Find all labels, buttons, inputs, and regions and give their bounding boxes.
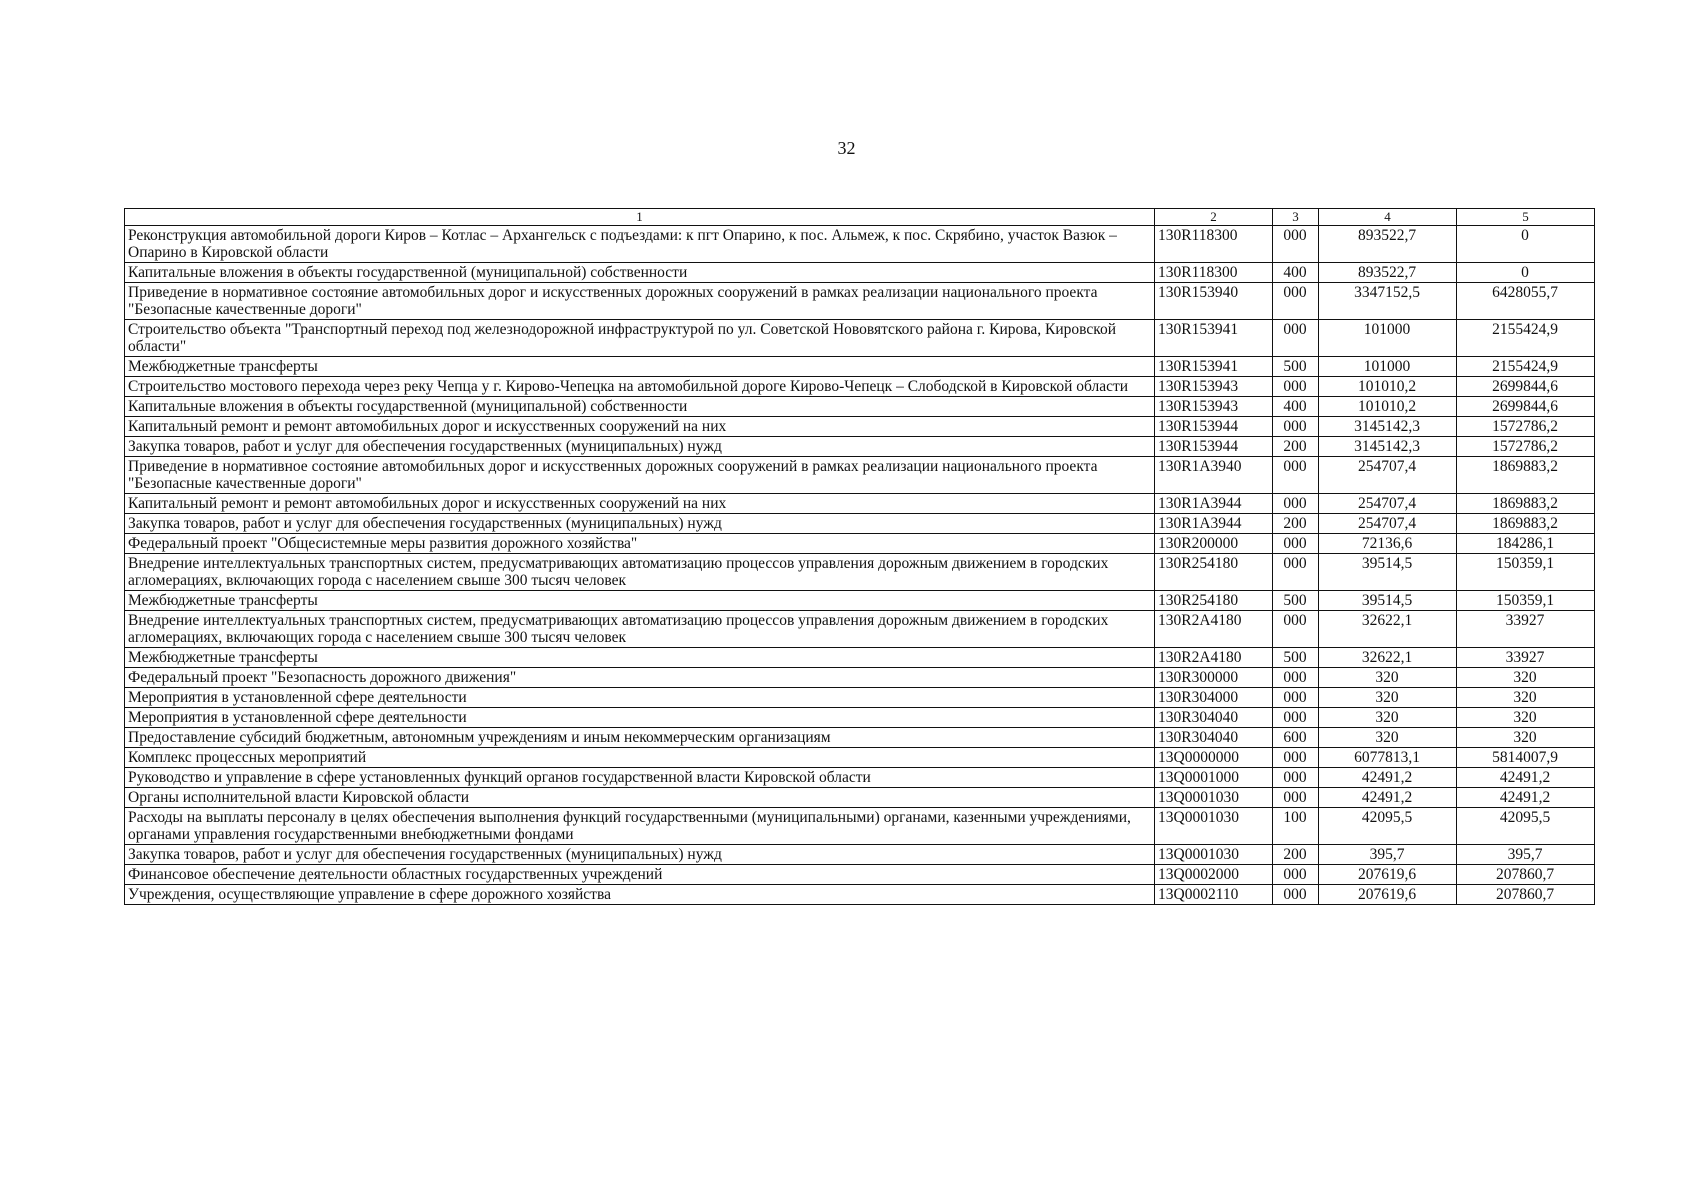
column-header-3: 3 [1273, 209, 1319, 226]
row-value-col4-cell: 101010,2 [1319, 377, 1457, 397]
column-header-4: 4 [1319, 209, 1457, 226]
row-value-col5-cell: 320 [1457, 668, 1595, 688]
table-row [125, 417, 1595, 437]
table-row [125, 788, 1595, 808]
row-value-col5-cell: 42491,2 [1457, 768, 1595, 788]
row-name-cell: Межбюджетные трансферты [125, 357, 1155, 377]
table-row [125, 768, 1595, 788]
row-code-cell: 13Q0001000 [1155, 768, 1273, 788]
row-value-col5-cell: 33927 [1457, 611, 1595, 648]
row-code-cell: 13Q0002110 [1155, 885, 1273, 905]
column-header-1: 1 [125, 209, 1155, 226]
row-value-col4-cell: 3145142,3 [1319, 417, 1457, 437]
row-name-cell: Мероприятия в установленной сфере деятельности [125, 708, 1155, 728]
row-type-cell: 500 [1273, 357, 1319, 377]
row-code-cell: 13Q0001030 [1155, 808, 1273, 845]
row-value-col4-cell: 207619,6 [1319, 865, 1457, 885]
table-row [125, 226, 1595, 263]
row-value-col5-cell: 320 [1457, 728, 1595, 748]
row-name-cell: Комплекс процессных мероприятий [125, 748, 1155, 768]
row-name-cell: Расходы на выплаты персоналу в целях обеспечения выполнения функций государственными (муниципальными) органами, казенными учреждениями, органами управления государственными внебюджетными фондами [125, 808, 1155, 845]
row-value-col5-cell: 0 [1457, 226, 1595, 263]
row-value-col5-cell: 2699844,6 [1457, 397, 1595, 417]
row-value-col4-cell: 101000 [1319, 320, 1457, 357]
row-value-col4-cell: 42095,5 [1319, 808, 1457, 845]
row-value-col4-cell: 254707,4 [1319, 514, 1457, 534]
row-type-cell: 000 [1273, 708, 1319, 728]
row-code-cell: 13Q0000000 [1155, 748, 1273, 768]
row-type-cell: 400 [1273, 263, 1319, 283]
row-value-col4-cell: 320 [1319, 728, 1457, 748]
row-type-cell: 000 [1273, 417, 1319, 437]
row-name-cell: Федеральный проект "Безопасность дорожного движения" [125, 668, 1155, 688]
table-row [125, 688, 1595, 708]
row-type-cell: 000 [1273, 668, 1319, 688]
row-value-col4-cell: 893522,7 [1319, 226, 1457, 263]
table-row [125, 845, 1595, 865]
row-code-cell: 130R153944 [1155, 437, 1273, 457]
table-row [125, 357, 1595, 377]
table-row [125, 534, 1595, 554]
table-row [125, 437, 1595, 457]
row-code-cell: 130R1A3944 [1155, 494, 1273, 514]
table-row [125, 808, 1595, 845]
row-code-cell: 130R153943 [1155, 377, 1273, 397]
row-name-cell: Органы исполнительной власти Кировской области [125, 788, 1155, 808]
row-value-col5-cell: 150359,1 [1457, 591, 1595, 611]
row-code-cell: 130R304040 [1155, 708, 1273, 728]
row-value-col4-cell: 320 [1319, 708, 1457, 728]
table-header-row [125, 209, 1595, 226]
row-value-col5-cell: 1869883,2 [1457, 514, 1595, 534]
row-name-cell: Капитальные вложения в объекты государственной (муниципальной) собственности [125, 397, 1155, 417]
row-name-cell: Внедрение интеллектуальных транспортных систем, предусматривающих автоматизацию процессов управления дорожным движением в городских агломерациях, включающих города с населением свыше 300 тысяч человек [125, 611, 1155, 648]
row-name-cell: Строительство объекта "Транспортный переход под железнодорожной инфраструктурой по ул. Советской Нововятского района г. Кирова, Кировской области" [125, 320, 1155, 357]
table-row [125, 514, 1595, 534]
row-name-cell: Закупка товаров, работ и услуг для обеспечения государственных (муниципальных) нужд [125, 437, 1155, 457]
row-value-col5-cell: 2699844,6 [1457, 377, 1595, 397]
row-value-col4-cell: 893522,7 [1319, 263, 1457, 283]
row-name-cell: Капитальные вложения в объекты государственной (муниципальной) собственности [125, 263, 1155, 283]
row-type-cell: 000 [1273, 788, 1319, 808]
row-code-cell: 130R2A4180 [1155, 648, 1273, 668]
row-value-col5-cell: 42491,2 [1457, 788, 1595, 808]
row-value-col4-cell: 101000 [1319, 357, 1457, 377]
row-type-cell: 000 [1273, 320, 1319, 357]
row-type-cell: 000 [1273, 377, 1319, 397]
row-name-cell: Реконструкция автомобильной дороги Киров – Котлас – Архангельск с подъездами: к пгт Опарино, к пос. Альмеж, к пос. Скрябино, участок Вазюк – Опарино в Кировской области [125, 226, 1155, 263]
table-body [125, 226, 1595, 905]
row-value-col4-cell: 72136,6 [1319, 534, 1457, 554]
row-name-cell: Капитальный ремонт и ремонт автомобильных дорог и искусственных сооружений на них [125, 494, 1155, 514]
row-name-cell: Строительство мостового перехода через реку Чепца у г. Кирово-Чепецка на автомобильной дороге Кирово-Чепецк – Слободской в Кировской области [125, 377, 1155, 397]
row-type-cell: 200 [1273, 437, 1319, 457]
row-value-col5-cell: 320 [1457, 688, 1595, 708]
table-row [125, 708, 1595, 728]
table-row [125, 457, 1595, 494]
row-type-cell: 000 [1273, 283, 1319, 320]
row-value-col4-cell: 101010,2 [1319, 397, 1457, 417]
row-code-cell: 130R153941 [1155, 320, 1273, 357]
row-value-col5-cell: 6428055,7 [1457, 283, 1595, 320]
table-row [125, 283, 1595, 320]
table-row [125, 320, 1595, 357]
row-name-cell: Федеральный проект "Общесистемные меры развития дорожного хозяйства" [125, 534, 1155, 554]
row-name-cell: Приведение в нормативное состояние автомобильных дорог и искусственных дорожных сооружений в рамках реализации национального проекта "Безопасные качественные дороги" [125, 457, 1155, 494]
row-type-cell: 600 [1273, 728, 1319, 748]
row-code-cell: 13Q0001030 [1155, 788, 1273, 808]
row-type-cell: 500 [1273, 648, 1319, 668]
row-name-cell: Межбюджетные трансферты [125, 591, 1155, 611]
row-value-col4-cell: 42491,2 [1319, 768, 1457, 788]
row-value-col5-cell: 1869883,2 [1457, 457, 1595, 494]
row-code-cell: 130R153940 [1155, 283, 1273, 320]
row-type-cell: 000 [1273, 494, 1319, 514]
table-row [125, 865, 1595, 885]
budget-table [124, 208, 1595, 905]
row-name-cell: Закупка товаров, работ и услуг для обеспечения государственных (муниципальных) нужд [125, 845, 1155, 865]
row-value-col5-cell: 207860,7 [1457, 865, 1595, 885]
row-value-col4-cell: 32622,1 [1319, 648, 1457, 668]
table-row [125, 494, 1595, 514]
row-value-col5-cell: 0 [1457, 263, 1595, 283]
row-value-col4-cell: 39514,5 [1319, 554, 1457, 591]
row-name-cell: Учреждения, осуществляющие управление в сфере дорожного хозяйства [125, 885, 1155, 905]
row-value-col4-cell: 395,7 [1319, 845, 1457, 865]
row-code-cell: 130R1A3944 [1155, 514, 1273, 534]
row-value-col5-cell: 1572786,2 [1457, 417, 1595, 437]
table-row [125, 668, 1595, 688]
row-value-col4-cell: 3347152,5 [1319, 283, 1457, 320]
row-value-col5-cell: 184286,1 [1457, 534, 1595, 554]
row-type-cell: 000 [1273, 865, 1319, 885]
row-code-cell: 130R1A3940 [1155, 457, 1273, 494]
row-code-cell: 130R304040 [1155, 728, 1273, 748]
row-value-col5-cell: 150359,1 [1457, 554, 1595, 591]
table-row [125, 397, 1595, 417]
row-code-cell: 130R118300 [1155, 226, 1273, 263]
row-code-cell: 130R300000 [1155, 668, 1273, 688]
table-row [125, 748, 1595, 768]
row-value-col4-cell: 6077813,1 [1319, 748, 1457, 768]
table-row [125, 648, 1595, 668]
row-code-cell: 130R153943 [1155, 397, 1273, 417]
row-code-cell: 130R254180 [1155, 554, 1273, 591]
row-name-cell: Предоставление субсидий бюджетным, автономным учреждениям и иным некоммерческим организациям [125, 728, 1155, 748]
row-value-col5-cell: 395,7 [1457, 845, 1595, 865]
row-value-col5-cell: 1869883,2 [1457, 494, 1595, 514]
row-name-cell: Внедрение интеллектуальных транспортных систем, предусматривающих автоматизацию процессов управления дорожным движением в городских агломерациях, включающих города с населением свыше 300 тысяч человек [125, 554, 1155, 591]
row-value-col5-cell: 42095,5 [1457, 808, 1595, 845]
page-number: 32 [837, 138, 856, 158]
row-code-cell: 130R118300 [1155, 263, 1273, 283]
row-type-cell: 200 [1273, 845, 1319, 865]
row-type-cell: 500 [1273, 591, 1319, 611]
row-value-col5-cell: 2155424,9 [1457, 357, 1595, 377]
table-row [125, 377, 1595, 397]
row-value-col4-cell: 3145142,3 [1319, 437, 1457, 457]
table-row [125, 554, 1595, 591]
row-value-col4-cell: 254707,4 [1319, 457, 1457, 494]
row-name-cell: Межбюджетные трансферты [125, 648, 1155, 668]
row-type-cell: 000 [1273, 534, 1319, 554]
row-type-cell: 100 [1273, 808, 1319, 845]
row-value-col4-cell: 42491,2 [1319, 788, 1457, 808]
row-name-cell: Капитальный ремонт и ремонт автомобильных дорог и искусственных сооружений на них [125, 417, 1155, 437]
row-value-col5-cell: 5814007,9 [1457, 748, 1595, 768]
row-code-cell: 130R200000 [1155, 534, 1273, 554]
row-type-cell: 000 [1273, 885, 1319, 905]
table-row [125, 263, 1595, 283]
row-value-col5-cell: 207860,7 [1457, 885, 1595, 905]
row-name-cell: Финансовое обеспечение деятельности областных государственных учреждений [125, 865, 1155, 885]
row-value-col4-cell: 32622,1 [1319, 611, 1457, 648]
row-value-col4-cell: 320 [1319, 688, 1457, 708]
row-type-cell: 200 [1273, 514, 1319, 534]
table-row [125, 728, 1595, 748]
row-code-cell: 13Q0002000 [1155, 865, 1273, 885]
row-type-cell: 000 [1273, 611, 1319, 648]
column-header-2: 2 [1155, 209, 1273, 226]
row-code-cell: 130R254180 [1155, 591, 1273, 611]
row-value-col5-cell: 1572786,2 [1457, 437, 1595, 457]
row-value-col4-cell: 207619,6 [1319, 885, 1457, 905]
row-name-cell: Закупка товаров, работ и услуг для обеспечения государственных (муниципальных) нужд [125, 514, 1155, 534]
row-type-cell: 400 [1273, 397, 1319, 417]
row-value-col5-cell: 2155424,9 [1457, 320, 1595, 357]
table-row [125, 885, 1595, 905]
row-value-col5-cell: 33927 [1457, 648, 1595, 668]
row-code-cell: 130R304000 [1155, 688, 1273, 708]
row-type-cell: 000 [1273, 768, 1319, 788]
row-name-cell: Приведение в нормативное состояние автомобильных дорог и искусственных дорожных сооружений в рамках реализации национального проекта "Безопасные качественные дороги" [125, 283, 1155, 320]
row-value-col4-cell: 39514,5 [1319, 591, 1457, 611]
row-type-cell: 000 [1273, 688, 1319, 708]
table-row [125, 591, 1595, 611]
row-name-cell: Мероприятия в установленной сфере деятельности [125, 688, 1155, 708]
row-type-cell: 000 [1273, 226, 1319, 263]
row-value-col4-cell: 320 [1319, 668, 1457, 688]
row-code-cell: 130R2A4180 [1155, 611, 1273, 648]
row-code-cell: 13Q0001030 [1155, 845, 1273, 865]
row-type-cell: 000 [1273, 457, 1319, 494]
row-code-cell: 130R153944 [1155, 417, 1273, 437]
row-value-col4-cell: 254707,4 [1319, 494, 1457, 514]
row-value-col5-cell: 320 [1457, 708, 1595, 728]
row-type-cell: 000 [1273, 748, 1319, 768]
row-name-cell: Руководство и управление в сфере установленных функций органов государственной власти Кировской области [125, 768, 1155, 788]
row-code-cell: 130R153941 [1155, 357, 1273, 377]
column-header-5: 5 [1457, 209, 1595, 226]
table-row [125, 611, 1595, 648]
row-type-cell: 000 [1273, 554, 1319, 591]
